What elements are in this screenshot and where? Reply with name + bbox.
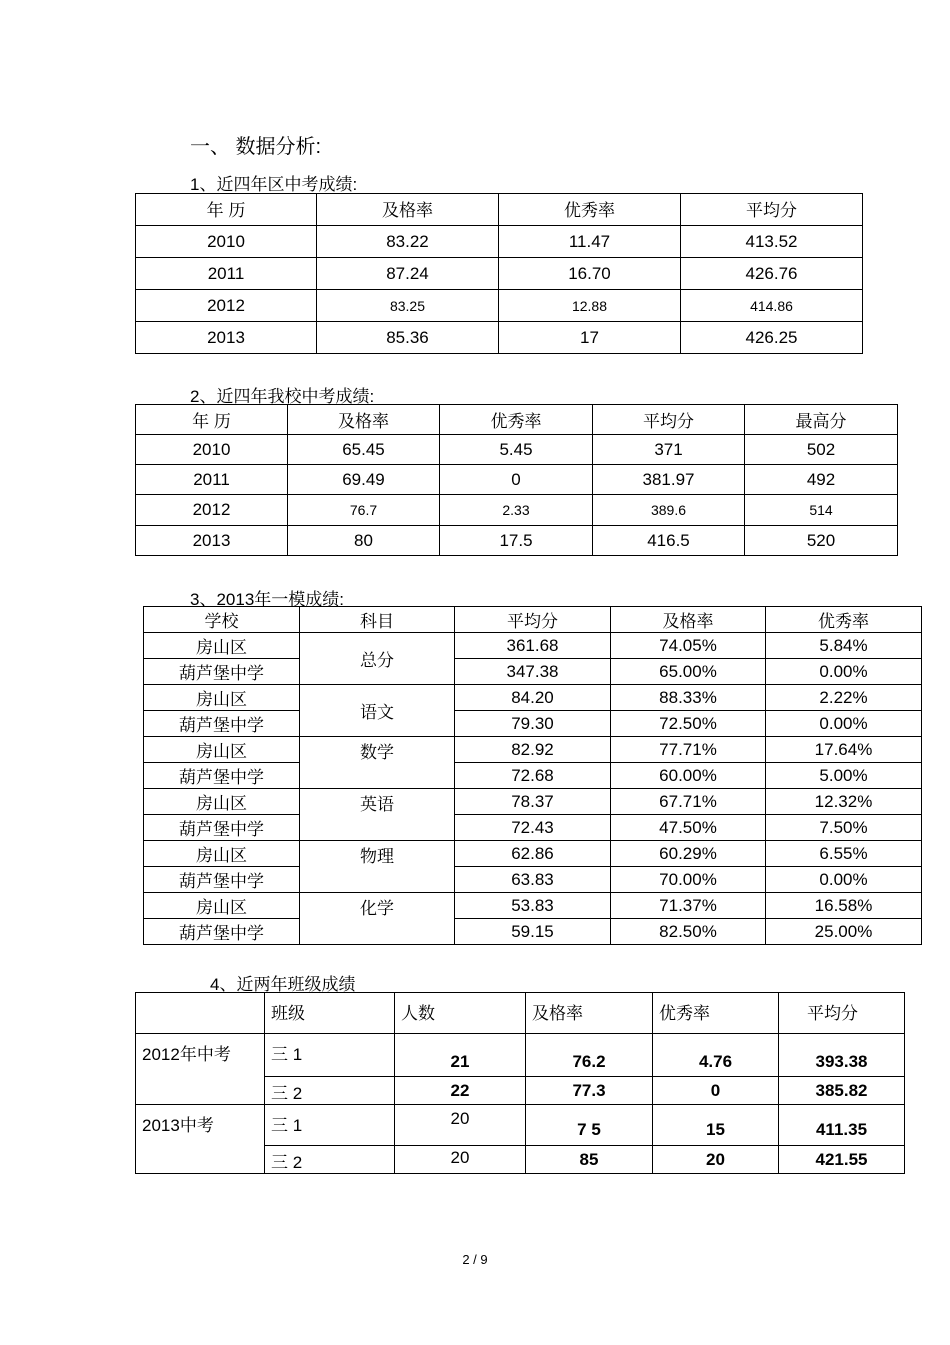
cell: 426.25 [681, 322, 863, 354]
table-row [144, 789, 922, 815]
cell: 0.00% [766, 867, 922, 893]
subject-cell: 英语 [300, 789, 455, 841]
school-cell: 房山区 [144, 633, 300, 659]
table-row [144, 711, 922, 737]
cell: 72.50% [611, 711, 766, 737]
cell: 88.33% [611, 685, 766, 711]
cell: 5.84% [766, 633, 922, 659]
cell: 2010 [136, 435, 288, 465]
table-row [136, 495, 898, 526]
cell: 67.71% [611, 789, 766, 815]
table-row [144, 919, 922, 945]
cell: 16.70 [499, 258, 681, 290]
cell: 87.24 [317, 258, 499, 290]
cell: 65.00% [611, 659, 766, 685]
cell: 70.00% [611, 867, 766, 893]
table-class-results [135, 992, 905, 1174]
school-cell: 葫芦堡中学 [144, 815, 300, 841]
cell: 0 [440, 465, 593, 495]
cell: 59.15 [455, 919, 611, 945]
cell: 60.29% [611, 841, 766, 867]
school-cell: 葫芦堡中学 [144, 763, 300, 789]
cell: 63.83 [455, 867, 611, 893]
header-cell: 人数 [395, 993, 526, 1034]
table-row [144, 633, 922, 659]
cell: 2012 [136, 495, 288, 526]
school-cell: 房山区 [144, 893, 300, 919]
cell: 514 [745, 495, 898, 526]
cell: 2010 [136, 226, 317, 258]
cell: 76.7 [288, 495, 440, 526]
cell: 492 [745, 465, 898, 495]
subject-cell: 数学 [300, 737, 455, 789]
cell: 82.50% [611, 919, 766, 945]
cell: 80 [288, 526, 440, 556]
cell: 7 5 [526, 1105, 653, 1146]
table-row [136, 258, 863, 290]
cell: 83.22 [317, 226, 499, 258]
header-cell: 优秀率 [766, 607, 922, 633]
cell: 413.52 [681, 226, 863, 258]
cell: 16.58% [766, 893, 922, 919]
table-row [136, 526, 898, 556]
header-cell: 年 历 [136, 405, 288, 435]
table-row [144, 737, 922, 763]
cell: 62.86 [455, 841, 611, 867]
cell: 60.00% [611, 763, 766, 789]
table4-heading: 4、近两年班级成绩 [210, 975, 356, 994]
table-header-row [136, 993, 905, 1034]
cell: 72.68 [455, 763, 611, 789]
table-row [136, 435, 898, 465]
cell: 85.36 [317, 322, 499, 354]
section-title: 一、 数据分析: [190, 136, 322, 158]
table-row [144, 815, 922, 841]
group-cell: 2013中考 [136, 1105, 265, 1174]
header-cell: 平均分 [593, 405, 745, 435]
school-cell: 房山区 [144, 789, 300, 815]
table-header-row [136, 194, 863, 226]
cell: 25.00% [766, 919, 922, 945]
cell: 421.55 [779, 1146, 905, 1174]
cell: 20 [653, 1146, 779, 1174]
header-cell: 科目 [300, 607, 455, 633]
school-cell: 葫芦堡中学 [144, 711, 300, 737]
header-cell [136, 993, 265, 1034]
header-cell: 优秀率 [440, 405, 593, 435]
cell: 2012 [136, 290, 317, 322]
cell: 520 [745, 526, 898, 556]
table-row [144, 893, 922, 919]
page-number: 2 / 9 [462, 1252, 488, 1267]
class-cell: 三 2 [265, 1146, 395, 1174]
cell: 5.00% [766, 763, 922, 789]
table-row [136, 465, 898, 495]
header-cell: 平均分 [455, 607, 611, 633]
cell: 17.5 [440, 526, 593, 556]
header-cell: 最高分 [745, 405, 898, 435]
cell: 0.00% [766, 659, 922, 685]
cell: 502 [745, 435, 898, 465]
cell: 71.37% [611, 893, 766, 919]
header-cell: 及格率 [611, 607, 766, 633]
table-row [144, 685, 922, 711]
cell: 65.45 [288, 435, 440, 465]
cell: 85 [526, 1146, 653, 1174]
cell: 20 [395, 1105, 526, 1146]
table-row [136, 322, 863, 354]
table-header-row [144, 607, 922, 633]
cell: 6.55% [766, 841, 922, 867]
cell: 7.50% [766, 815, 922, 841]
cell: 17 [499, 322, 681, 354]
cell: 22 [395, 1077, 526, 1105]
subject-cell: 物理 [300, 841, 455, 893]
cell: 20 [395, 1146, 526, 1174]
table-header-row [136, 405, 898, 435]
cell: 21 [395, 1034, 526, 1077]
cell: 12.32% [766, 789, 922, 815]
cell: 381.97 [593, 465, 745, 495]
school-cell: 房山区 [144, 737, 300, 763]
cell: 74.05% [611, 633, 766, 659]
header-cell: 平均分 [681, 194, 863, 226]
cell: 77.71% [611, 737, 766, 763]
table-row [136, 290, 863, 322]
table-row [144, 841, 922, 867]
table-row [144, 763, 922, 789]
table-row [136, 226, 863, 258]
cell: 2013 [136, 526, 288, 556]
table3-heading: 3、2013年一模成绩: [190, 590, 344, 609]
cell: 5.45 [440, 435, 593, 465]
table-row [136, 1105, 905, 1146]
cell: 2011 [136, 465, 288, 495]
cell: 426.76 [681, 258, 863, 290]
header-cell: 及格率 [526, 993, 653, 1034]
cell: 82.92 [455, 737, 611, 763]
group-cell: 2012年中考 [136, 1034, 265, 1105]
subject-cell: 化学 [300, 893, 455, 945]
cell: 0.00% [766, 711, 922, 737]
header-cell: 及格率 [288, 405, 440, 435]
subject-cell: 语文 [300, 685, 455, 737]
school-cell: 房山区 [144, 685, 300, 711]
table-row [144, 659, 922, 685]
table-row [144, 867, 922, 893]
class-cell: 三 2 [265, 1077, 395, 1105]
cell: 0 [653, 1077, 779, 1105]
cell: 47.50% [611, 815, 766, 841]
table-district-exam [135, 193, 863, 354]
cell: 11.47 [499, 226, 681, 258]
cell: 15 [653, 1105, 779, 1146]
school-cell: 房山区 [144, 841, 300, 867]
cell: 414.86 [681, 290, 863, 322]
table1-heading: 1、近四年区中考成绩: [190, 175, 358, 194]
cell: 77.3 [526, 1077, 653, 1105]
cell: 347.38 [455, 659, 611, 685]
cell: 2013 [136, 322, 317, 354]
table-mock-exam [143, 606, 922, 945]
cell: 72.43 [455, 815, 611, 841]
school-cell: 葫芦堡中学 [144, 659, 300, 685]
cell: 2.33 [440, 495, 593, 526]
header-cell: 年 历 [136, 194, 317, 226]
cell: 78.37 [455, 789, 611, 815]
cell: 385.82 [779, 1077, 905, 1105]
cell: 84.20 [455, 685, 611, 711]
header-cell: 及格率 [317, 194, 499, 226]
header-cell: 平均分 [779, 993, 905, 1034]
cell: 2011 [136, 258, 317, 290]
cell: 53.83 [455, 893, 611, 919]
cell: 371 [593, 435, 745, 465]
cell: 411.35 [779, 1105, 905, 1146]
table-row [136, 1034, 905, 1077]
table-school-exam [135, 404, 898, 556]
header-cell: 优秀率 [499, 194, 681, 226]
class-cell: 三 1 [265, 1034, 395, 1077]
cell: 17.64% [766, 737, 922, 763]
header-cell: 优秀率 [653, 993, 779, 1034]
school-cell: 葫芦堡中学 [144, 919, 300, 945]
table2-heading: 2、近四年我校中考成绩: [190, 387, 375, 406]
cell: 4.76 [653, 1034, 779, 1077]
cell: 76.2 [526, 1034, 653, 1077]
cell: 393.38 [779, 1034, 905, 1077]
school-cell: 葫芦堡中学 [144, 867, 300, 893]
header-cell: 班级 [265, 993, 395, 1034]
header-cell: 学校 [144, 607, 300, 633]
subject-cell: 总分 [300, 633, 455, 685]
cell: 79.30 [455, 711, 611, 737]
cell: 83.25 [317, 290, 499, 322]
cell: 12.88 [499, 290, 681, 322]
cell: 2.22% [766, 685, 922, 711]
cell: 389.6 [593, 495, 745, 526]
class-cell: 三 1 [265, 1105, 395, 1146]
cell: 69.49 [288, 465, 440, 495]
cell: 416.5 [593, 526, 745, 556]
cell: 361.68 [455, 633, 611, 659]
